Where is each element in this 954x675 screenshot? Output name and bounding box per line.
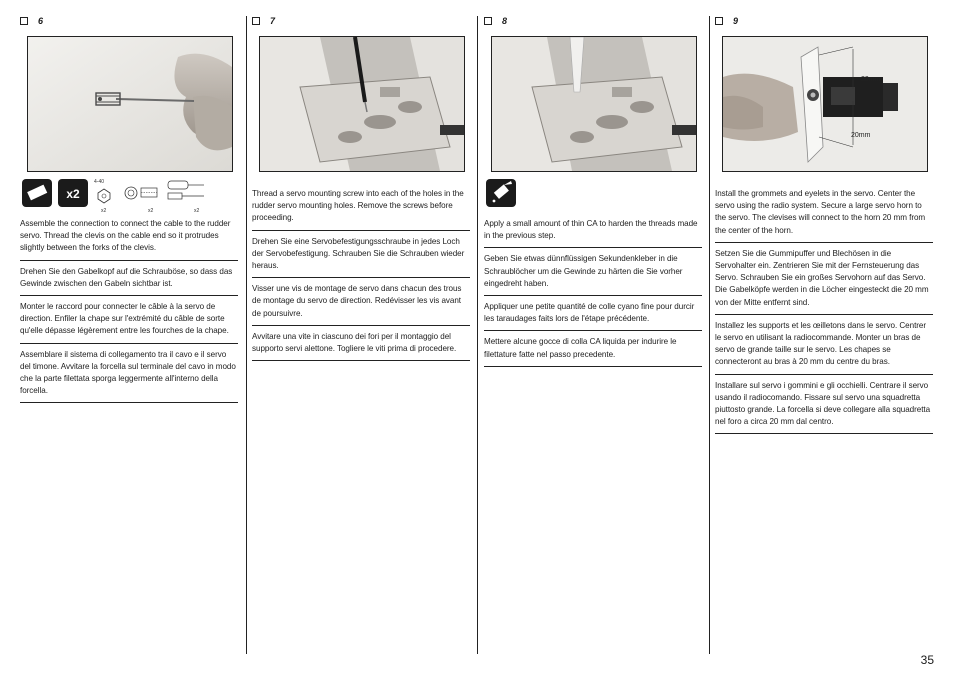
paragraph-italian: Installare sul servo i gommini e gli occhielli. Centrare il servo usando il radiocomando. Fissare sul servo una squadretta piuttosto grande. La forcella si deve collegare alla squadretta nel foro a circa 20 mm dal centro. xyxy=(715,380,933,435)
step-text xyxy=(484,218,702,372)
step-number: 7 xyxy=(270,16,276,26)
step-checkbox[interactable] xyxy=(484,17,492,25)
step-checkbox[interactable] xyxy=(252,17,260,25)
clevis-icon xyxy=(168,181,204,199)
qty-label: x2 xyxy=(194,208,200,214)
paragraph-german: Geben Sie etwas dünnflüssigen Sekundenkleber in die Schraublöcher um die Gewinde zu härten die Sie vorher eingedreht haben. xyxy=(484,253,702,296)
ca-glue-icon xyxy=(486,179,516,207)
paragraph-italian: Assemblare il sistema di collegamento tra il cavo e il servo del timone. Avvitare la forcella sul terminale del cavo in modo che la parte filettata sporga leggermente all'interno della forcella. xyxy=(20,349,238,404)
paragraph-german: Drehen Sie eine Servobefestigungsschraube in jedes Loch der Servobefestigung. Schrauben Sie die Schrauben wieder heraus. xyxy=(252,236,470,279)
step-number: 6 xyxy=(38,16,44,26)
multiplier-badge xyxy=(58,179,88,207)
svg-text:x2: x2 xyxy=(66,187,80,201)
paragraph-english: Thread a servo mounting screw into each of the holes in the rudder servo mounting holes. Remove the screws before proceeding. xyxy=(252,188,470,231)
step-photo-clevis xyxy=(27,36,233,172)
paragraph-english: Apply a small amount of thin CA to harden the threads made in the previous step. xyxy=(484,218,702,248)
step-text xyxy=(20,218,238,408)
step-photo-apply-ca xyxy=(491,36,697,172)
step-text xyxy=(715,188,933,439)
paragraph-italian: Avvitare una vite in ciascuno dei fori per il montaggio del supporto servi alettone. Togliere le viti prima di procedere. xyxy=(252,331,470,361)
qty-label: x2 xyxy=(148,208,154,214)
hex-nut-icon xyxy=(98,189,110,203)
step-8-column xyxy=(484,14,702,654)
step-6-column xyxy=(20,14,238,654)
step-checkbox[interactable] xyxy=(20,17,28,25)
step-text xyxy=(252,188,470,366)
paragraph-french: Appliquer une petite quantité de colle cyano fine pour durcir les taraudages faits lors de l'étape précédente. xyxy=(484,301,702,331)
step-number: 9 xyxy=(733,16,739,26)
paragraph-italian: Mettere alcune gocce di colla CA liquida per indurire le filettature fatte nel passo precedente. xyxy=(484,336,702,366)
dimension-label-bottom: 20mm xyxy=(851,132,871,139)
paragraph-german: Setzen Sie die Gummipuffer und Blechösen in die Servohalter ein. Zentrieren Sie mit der Fernsteuerung das Servo. Schrauben Sie ein großes Servohorn auf das Servo. Die Gabelköpfe werden in die Löcher eingesteckt die 20 mm von der Mitte entfernt sind. xyxy=(715,248,933,315)
column-divider xyxy=(709,16,710,654)
step-header xyxy=(715,14,933,28)
step-header xyxy=(252,14,470,28)
step-7-column xyxy=(252,14,470,654)
ca-glue-icon-row xyxy=(484,176,702,221)
paragraph-french: Installez les supports et les œilletons dans le servo. Centrer le servo en utilisant la radiocommande. Monter un bras de servo de grande taille sur le servo. Les chapes se connecteront au bras à 20 mm du centre du bras. xyxy=(715,320,933,375)
washer-icon xyxy=(125,187,137,199)
paragraph-english: Install the grommets and eyelets in the servo. Center the servo using the radio system. Secure a large servo horn to the servo. The clevises will connect to the horn 20 mm from the center of the horn. xyxy=(715,188,933,243)
column-divider xyxy=(246,16,247,654)
hardware-icon xyxy=(22,179,52,207)
step-photo-servo-tray-screw xyxy=(259,36,465,172)
paragraph-french: Monter le raccord pour connecter le câble à la servo de direction. Enfiler la chape sur l'extrémité du câble de sorte qu'elle dépasse légèrement entre les fourches de la chape. xyxy=(20,301,238,344)
connector-icon xyxy=(141,188,157,197)
paragraph-german: Drehen Sie den Gabelkopf auf die Schrauböse, so dass das Gewinde zwischen den Gabeln sichtbar ist. xyxy=(20,266,238,296)
parts-icons-row xyxy=(20,176,238,221)
column-divider xyxy=(477,16,478,654)
page-number: 35 xyxy=(920,653,934,667)
screw-size-label: 4-40 xyxy=(94,179,105,185)
step-number: 8 xyxy=(502,16,508,26)
step-9-column xyxy=(715,14,933,654)
step-photo-servo-horn xyxy=(722,36,928,172)
paragraph-french: Visser une vis de montage de servo dans chacun des trous de montage du servo de direction. Redévisser les vis avant de poursuivre. xyxy=(252,283,470,326)
step-header xyxy=(484,14,702,28)
paragraph-english: Assemble the connection to connect the cable to the rudder servo. Thread the clevis on the cable end so it protrudes slightly between the forks of the clevis. xyxy=(20,218,238,261)
dimension-label-top: 20mm xyxy=(861,76,881,83)
qty-label: x2 xyxy=(101,208,107,214)
step-header xyxy=(20,14,238,28)
step-checkbox[interactable] xyxy=(715,17,723,25)
